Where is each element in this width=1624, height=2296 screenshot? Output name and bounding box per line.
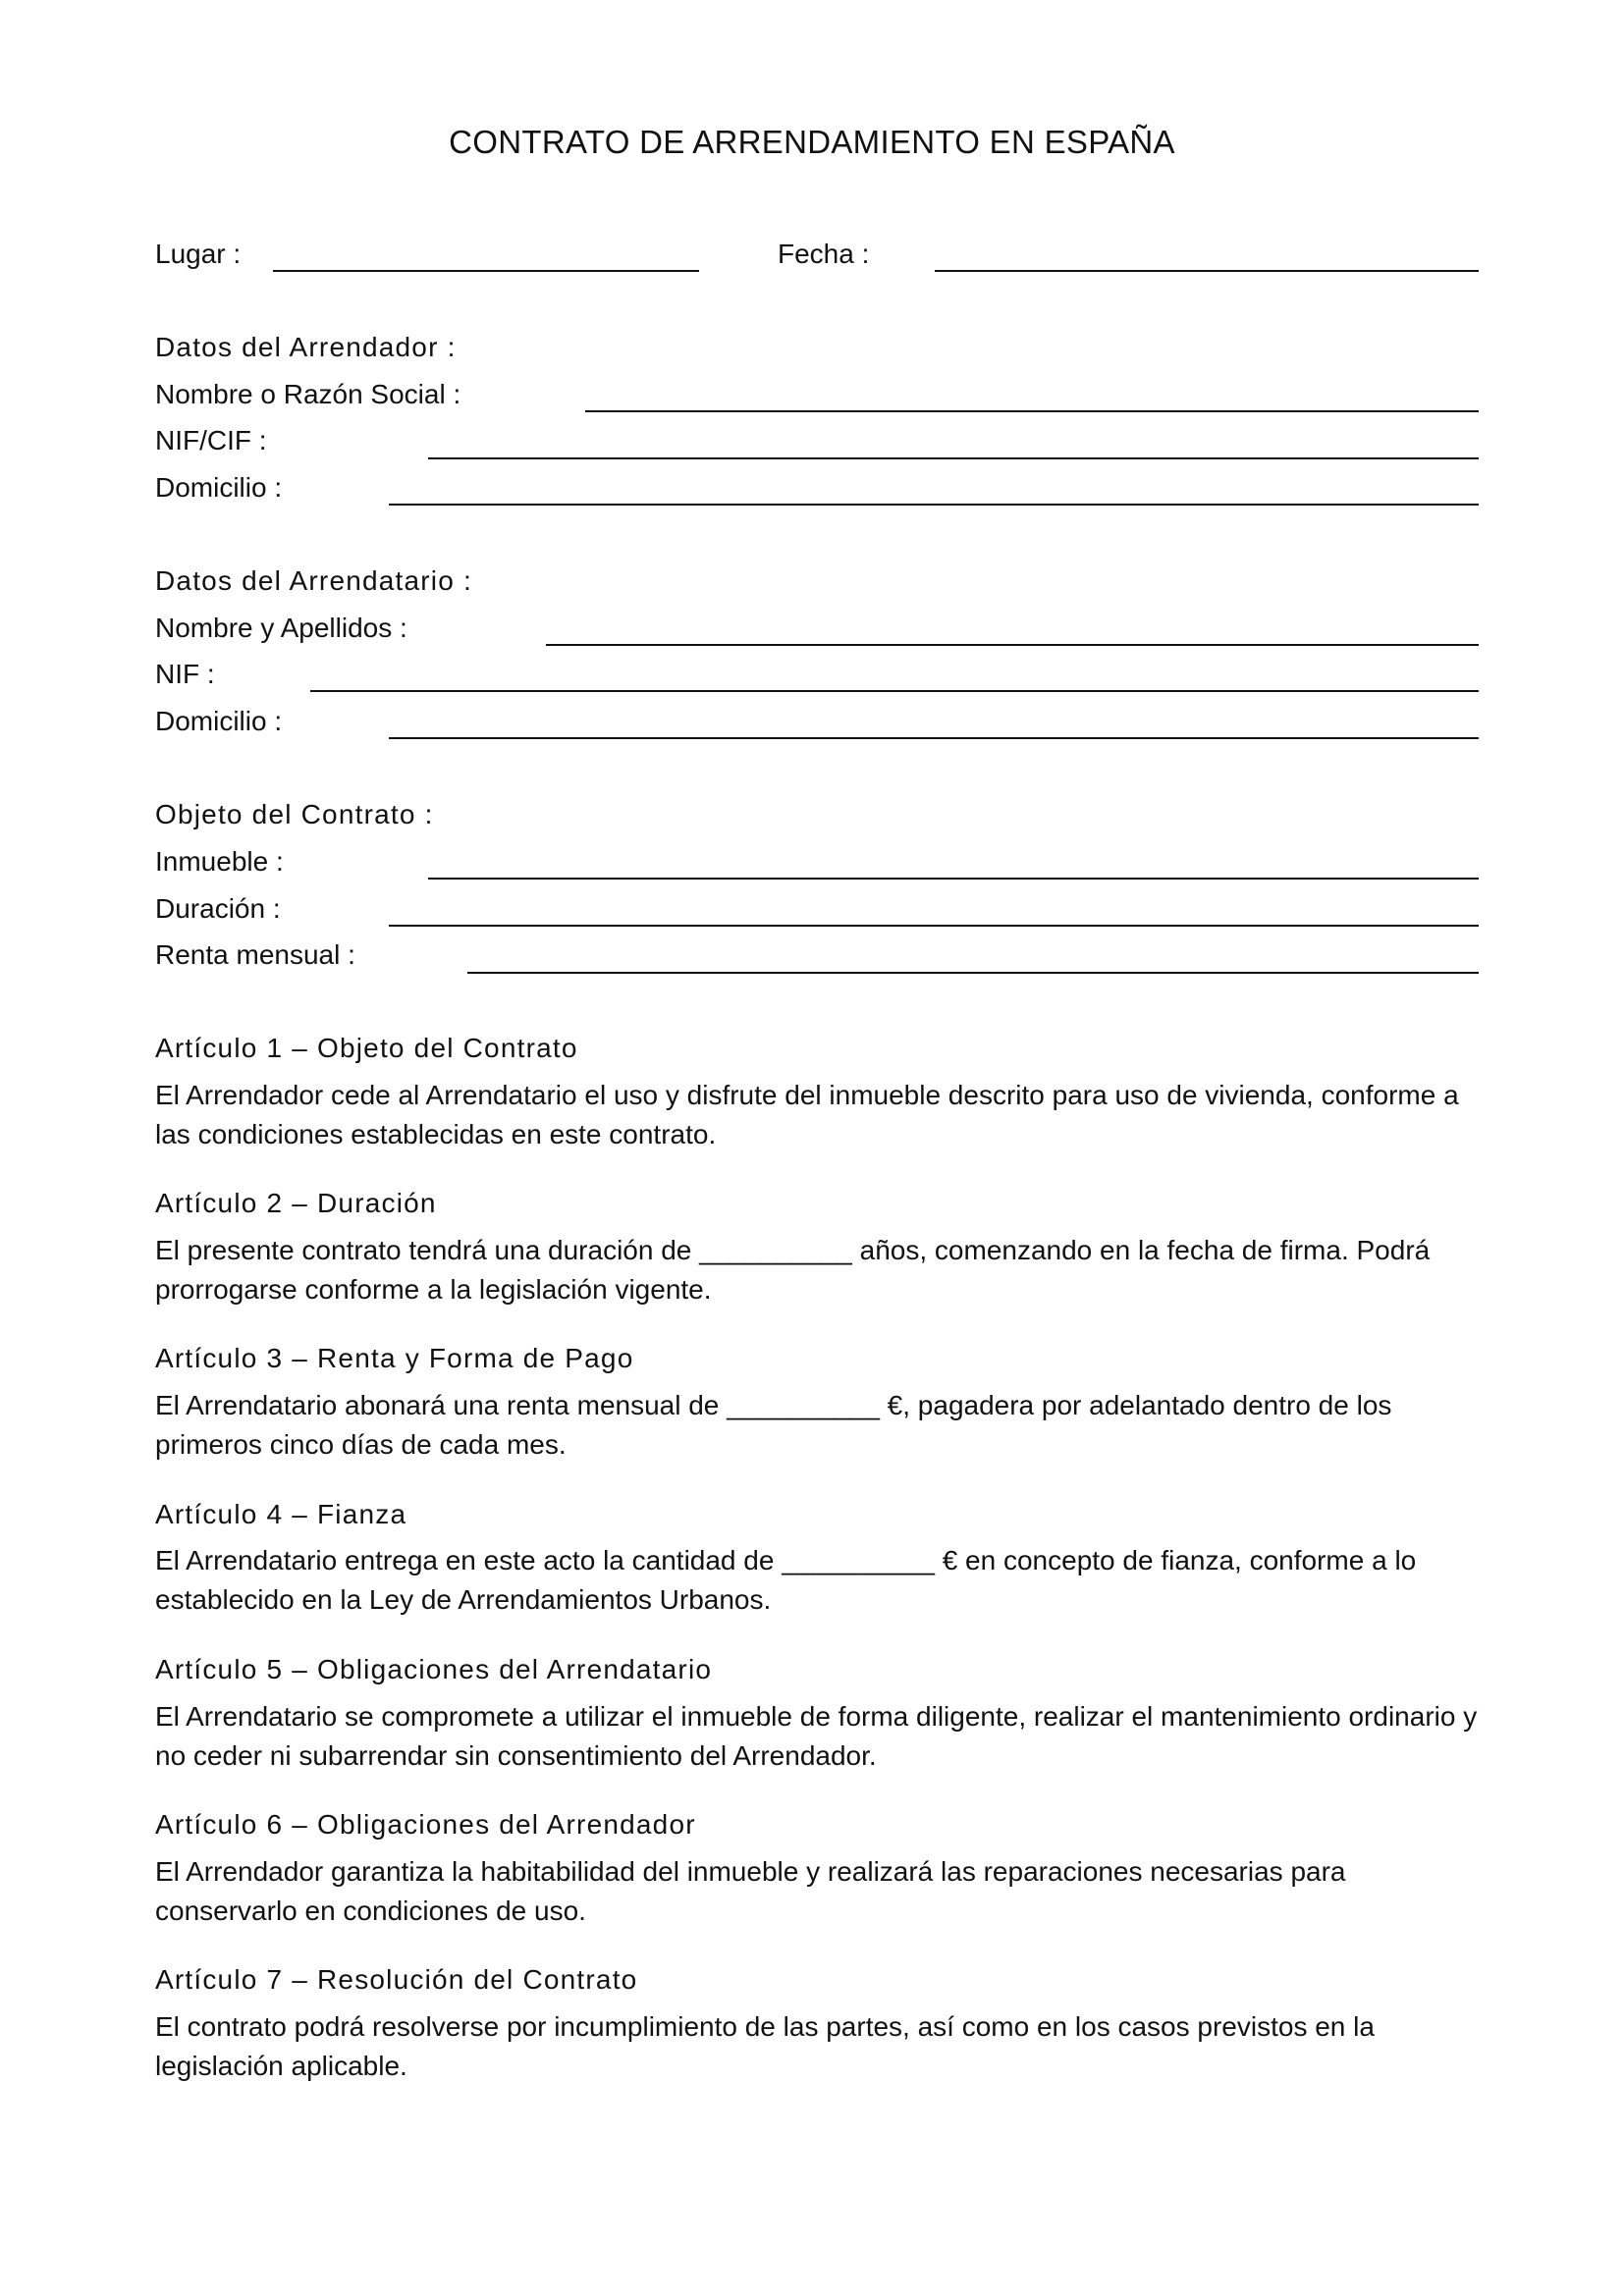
inmueble-field[interactable] bbox=[428, 878, 1479, 880]
fecha-label: Fecha : bbox=[778, 239, 870, 269]
arrendador-nif-label: NIF/CIF : bbox=[155, 425, 267, 455]
lugar-label: Lugar : bbox=[155, 239, 242, 269]
arrendatario-nombre-field[interactable] bbox=[546, 644, 1479, 646]
article-6-line-2: conservarlo en condiciones de uso. bbox=[155, 1896, 586, 1926]
arrendador-nombre-label: Nombre o Razón Social : bbox=[155, 379, 461, 409]
renta-field[interactable] bbox=[467, 972, 1479, 974]
article-2-line-1: El presente contrato tendrá una duración de __________ años, comenzando en la fecha de firma. Podrá bbox=[155, 1235, 1431, 1265]
article-6-line-1: El Arrendador garantiza la habitabilidad del inmueble y realizará las reparaciones necesarias para bbox=[155, 1856, 1346, 1887]
article-1-line-2: las condiciones establecidas en este contrato. bbox=[155, 1119, 717, 1149]
article-3-title: Artículo 3 – Renta y Forma de Pago bbox=[155, 1343, 634, 1373]
article-5-line-2: no ceder ni subarrendar sin consentimiento del Arrendador. bbox=[155, 1740, 877, 1771]
article-2-title: Artículo 2 – Duración bbox=[155, 1188, 437, 1218]
article-5-body bbox=[155, 1697, 1490, 1776]
arrendador-heading: Datos del Arrendador : bbox=[155, 332, 457, 362]
arrendador-nombre-field[interactable] bbox=[585, 410, 1479, 412]
article-3-body bbox=[155, 1386, 1490, 1465]
fecha-field[interactable] bbox=[935, 270, 1479, 272]
article-7-title: Artículo 7 – Resolución del Contrato bbox=[155, 1964, 638, 1995]
arrendatario-domicilio-field[interactable] bbox=[389, 737, 1479, 739]
article-4-body bbox=[155, 1541, 1490, 1620]
inmueble-label: Inmueble : bbox=[155, 846, 284, 877]
article-5-line-1: El Arrendatario se compromete a utilizar el inmueble de forma diligente, realizar el mantenimiento ordinario y bbox=[155, 1701, 1478, 1732]
article-3-line-2: primeros cinco días de cada mes. bbox=[155, 1429, 567, 1460]
article-4-title: Artículo 4 – Fianza bbox=[155, 1499, 407, 1529]
arrendatario-nif-field[interactable] bbox=[310, 690, 1479, 692]
document-title: CONTRATO DE ARRENDAMIENTO EN ESPAÑA bbox=[449, 124, 1175, 160]
article-7-body bbox=[155, 2007, 1490, 2086]
article-2-line-2: prorrogarse conforme a la legislación vigente. bbox=[155, 1274, 712, 1305]
duracion-label: Duración : bbox=[155, 893, 281, 924]
article-4-line-1: El Arrendatario entrega en este acto la cantidad de __________ € en concepto de fianza, conforme a lo bbox=[155, 1545, 1417, 1575]
arrendador-domicilio-field[interactable] bbox=[389, 504, 1479, 506]
arrendatario-nif-label: NIF : bbox=[155, 659, 215, 689]
lugar-field[interactable] bbox=[273, 270, 699, 272]
duracion-field[interactable] bbox=[389, 925, 1479, 927]
article-2-body bbox=[155, 1231, 1490, 1309]
article-6-title: Artículo 6 – Obligaciones del Arrendador bbox=[155, 1809, 696, 1840]
objeto-heading: Objeto del Contrato : bbox=[155, 799, 434, 829]
renta-label: Renta mensual : bbox=[155, 939, 355, 970]
article-7-line-1: El contrato podrá resolverse por incumplimiento de las partes, así como en los casos previstos en la bbox=[155, 2011, 1375, 2042]
article-5-title: Artículo 5 – Obligaciones del Arrendatario bbox=[155, 1654, 713, 1684]
article-1-body bbox=[155, 1076, 1490, 1154]
article-7-line-2: legislación aplicable. bbox=[155, 2051, 407, 2081]
article-3-line-1: El Arrendatario abonará una renta mensual de __________ €, pagadera por adelantado dentro de los bbox=[155, 1390, 1392, 1420]
article-1-title: Artículo 1 – Objeto del Contrato bbox=[155, 1033, 578, 1063]
arrendador-nif-field[interactable] bbox=[428, 457, 1479, 459]
arrendador-domicilio-label: Domicilio : bbox=[155, 472, 283, 503]
article-4-line-2: establecido en la Ley de Arrendamientos Urbanos. bbox=[155, 1584, 772, 1615]
article-1-line-1: El Arrendador cede al Arrendatario el uso y disfrute del inmueble descrito para uso de vivienda, conforme a bbox=[155, 1080, 1459, 1110]
arrendatario-heading: Datos del Arrendatario : bbox=[155, 565, 472, 596]
arrendatario-nombre-label: Nombre y Apellidos : bbox=[155, 613, 407, 643]
arrendatario-domicilio-label: Domicilio : bbox=[155, 706, 283, 736]
article-6-body bbox=[155, 1852, 1490, 1931]
